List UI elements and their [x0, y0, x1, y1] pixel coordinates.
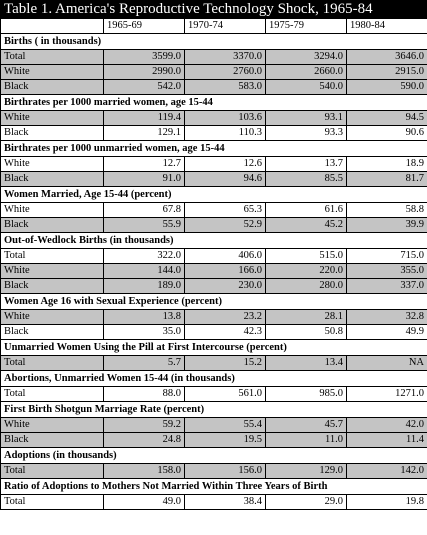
table-cell: 337.0 [347, 279, 427, 294]
table-cell: 19.5 [185, 433, 266, 448]
table-cell: 35.0 [104, 325, 185, 340]
section-header-row [1, 233, 427, 249]
table-cell: 13.7 [266, 157, 347, 172]
table-cell: 11.0 [266, 433, 347, 448]
table-cell: 355.0 [347, 264, 427, 279]
section-heading: Adoptions (in thousands) [1, 448, 427, 464]
row-label: Total [1, 249, 104, 264]
table-cell: 280.0 [266, 279, 347, 294]
table-cell: 45.2 [266, 218, 347, 233]
section-heading: Births ( in thousands) [1, 34, 427, 50]
table-cell: 561.0 [185, 387, 266, 402]
section-header-row [1, 402, 427, 418]
table-cell: 715.0 [347, 249, 427, 264]
table-row [1, 310, 427, 325]
table-cell: 49.0 [104, 495, 185, 510]
column-header: 1970-74 [185, 19, 266, 34]
section-header-row [1, 448, 427, 464]
row-label: Black [1, 325, 104, 340]
row-label: Total [1, 464, 104, 479]
table-row [1, 387, 427, 402]
table-cell: 91.0 [104, 172, 185, 187]
section-header-row [1, 294, 427, 310]
table-cell: 65.3 [185, 203, 266, 218]
row-label: White [1, 310, 104, 325]
table-cell: 103.6 [185, 111, 266, 126]
row-label: Black [1, 172, 104, 187]
table-row [1, 356, 427, 371]
row-label: Black [1, 433, 104, 448]
table-cell: 5.7 [104, 356, 185, 371]
section-heading: Abortions, Unmarried Women 15-44 (in thousands) [1, 371, 427, 387]
table-cell: 3294.0 [266, 50, 347, 65]
row-label: White [1, 65, 104, 80]
section-header-row [1, 371, 427, 387]
table-cell: 94.6 [185, 172, 266, 187]
table-title: Table 1. America's Reproductive Technology Shock, 1965-84 [0, 0, 427, 18]
table-cell: 189.0 [104, 279, 185, 294]
table-cell: 59.2 [104, 418, 185, 433]
table-cell: 50.8 [266, 325, 347, 340]
row-label: Total [1, 356, 104, 371]
table-row [1, 203, 427, 218]
column-header: 1965-69 [104, 19, 185, 34]
row-label: Black [1, 80, 104, 95]
table-row [1, 126, 427, 141]
section-heading: Ratio of Adoptions to Mothers Not Married Within Three Years of Birth [1, 479, 427, 495]
table-cell: 93.1 [266, 111, 347, 126]
section-header-row [1, 95, 427, 111]
table-cell: 39.9 [347, 218, 427, 233]
table-cell: 142.0 [347, 464, 427, 479]
section-header-row [1, 34, 427, 50]
table-row [1, 279, 427, 294]
table-cell: 52.9 [185, 218, 266, 233]
table-cell: 158.0 [104, 464, 185, 479]
section-heading: Women Married, Age 15-44 (percent) [1, 187, 427, 203]
table-cell: 58.8 [347, 203, 427, 218]
section-heading: Women Age 16 with Sexual Experience (percent) [1, 294, 427, 310]
table-cell: 42.0 [347, 418, 427, 433]
row-label: White [1, 157, 104, 172]
table-cell: 45.7 [266, 418, 347, 433]
table-cell: 67.8 [104, 203, 185, 218]
column-header: 1975-79 [266, 19, 347, 34]
row-label: White [1, 111, 104, 126]
section-header-row [1, 187, 427, 203]
table-cell: 19.8 [347, 495, 427, 510]
table-cell: 24.8 [104, 433, 185, 448]
section-heading: Out-of-Wedlock Births (in thousands) [1, 233, 427, 249]
table-cell: 81.7 [347, 172, 427, 187]
table-cell: 2990.0 [104, 65, 185, 80]
section-header-row [1, 340, 427, 356]
table-row [1, 418, 427, 433]
table-row [1, 218, 427, 233]
table-row [1, 172, 427, 187]
table-cell: 2915.0 [347, 65, 427, 80]
row-label: White [1, 418, 104, 433]
table-row [1, 80, 427, 95]
table-cell: 28.1 [266, 310, 347, 325]
table-cell: 129.0 [266, 464, 347, 479]
table-cell: 583.0 [185, 80, 266, 95]
table-row [1, 464, 427, 479]
table-cell: 220.0 [266, 264, 347, 279]
table-cell: 230.0 [185, 279, 266, 294]
table-cell: 93.3 [266, 126, 347, 141]
table-cell: 11.4 [347, 433, 427, 448]
table-cell: 2760.0 [185, 65, 266, 80]
table-row [1, 433, 427, 448]
section-header-row [1, 479, 427, 495]
table-cell: NA [347, 356, 427, 371]
row-label: White [1, 264, 104, 279]
section-heading: First Birth Shotgun Marriage Rate (percent) [1, 402, 427, 418]
row-label: Black [1, 126, 104, 141]
table-cell: 88.0 [104, 387, 185, 402]
table-cell: 61.6 [266, 203, 347, 218]
table-cell: 119.4 [104, 111, 185, 126]
section-heading: Birthrates per 1000 unmarried women, age 15-44 [1, 141, 427, 157]
table-row [1, 111, 427, 126]
table-cell: 3599.0 [104, 50, 185, 65]
row-label: White [1, 203, 104, 218]
section-header-row [1, 141, 427, 157]
table-cell: 32.8 [347, 310, 427, 325]
table-cell: 38.4 [185, 495, 266, 510]
table-row [1, 264, 427, 279]
section-heading: Birthrates per 1000 married women, age 15-44 [1, 95, 427, 111]
table-cell: 406.0 [185, 249, 266, 264]
table-row [1, 325, 427, 340]
table-cell: 15.2 [185, 356, 266, 371]
data-table [0, 18, 427, 510]
table-cell: 2660.0 [266, 65, 347, 80]
table-cell: 110.3 [185, 126, 266, 141]
table-cell: 590.0 [347, 80, 427, 95]
column-header: 1980-84 [347, 19, 427, 34]
table-row [1, 157, 427, 172]
table-cell: 129.1 [104, 126, 185, 141]
table-body [1, 19, 427, 510]
table-cell: 156.0 [185, 464, 266, 479]
table-cell: 542.0 [104, 80, 185, 95]
column-header [1, 19, 104, 34]
row-label: Black [1, 279, 104, 294]
table-cell: 3370.0 [185, 50, 266, 65]
row-label: Total [1, 50, 104, 65]
table-row [1, 65, 427, 80]
table-cell: 1271.0 [347, 387, 427, 402]
table-cell: 12.6 [185, 157, 266, 172]
table-cell: 144.0 [104, 264, 185, 279]
table-cell: 322.0 [104, 249, 185, 264]
table-cell: 985.0 [266, 387, 347, 402]
table-cell: 3646.0 [347, 50, 427, 65]
table-cell: 29.0 [266, 495, 347, 510]
table-cell: 18.9 [347, 157, 427, 172]
table-cell: 55.9 [104, 218, 185, 233]
table-row [1, 50, 427, 65]
table-cell: 13.4 [266, 356, 347, 371]
section-heading: Unmarried Women Using the Pill at First Intercourse (percent) [1, 340, 427, 356]
table-cell: 85.5 [266, 172, 347, 187]
table-cell: 94.5 [347, 111, 427, 126]
table-row [1, 249, 427, 264]
table-cell: 540.0 [266, 80, 347, 95]
table-cell: 49.9 [347, 325, 427, 340]
table-cell: 42.3 [185, 325, 266, 340]
table-cell: 166.0 [185, 264, 266, 279]
table-cell: 23.2 [185, 310, 266, 325]
row-label: Black [1, 218, 104, 233]
header-row [1, 19, 427, 34]
row-label: Total [1, 495, 104, 510]
table-cell: 13.8 [104, 310, 185, 325]
table-row [1, 495, 427, 510]
row-label: Total [1, 387, 104, 402]
table-cell: 55.4 [185, 418, 266, 433]
table-cell: 515.0 [266, 249, 347, 264]
table-cell: 90.6 [347, 126, 427, 141]
table-cell: 12.7 [104, 157, 185, 172]
